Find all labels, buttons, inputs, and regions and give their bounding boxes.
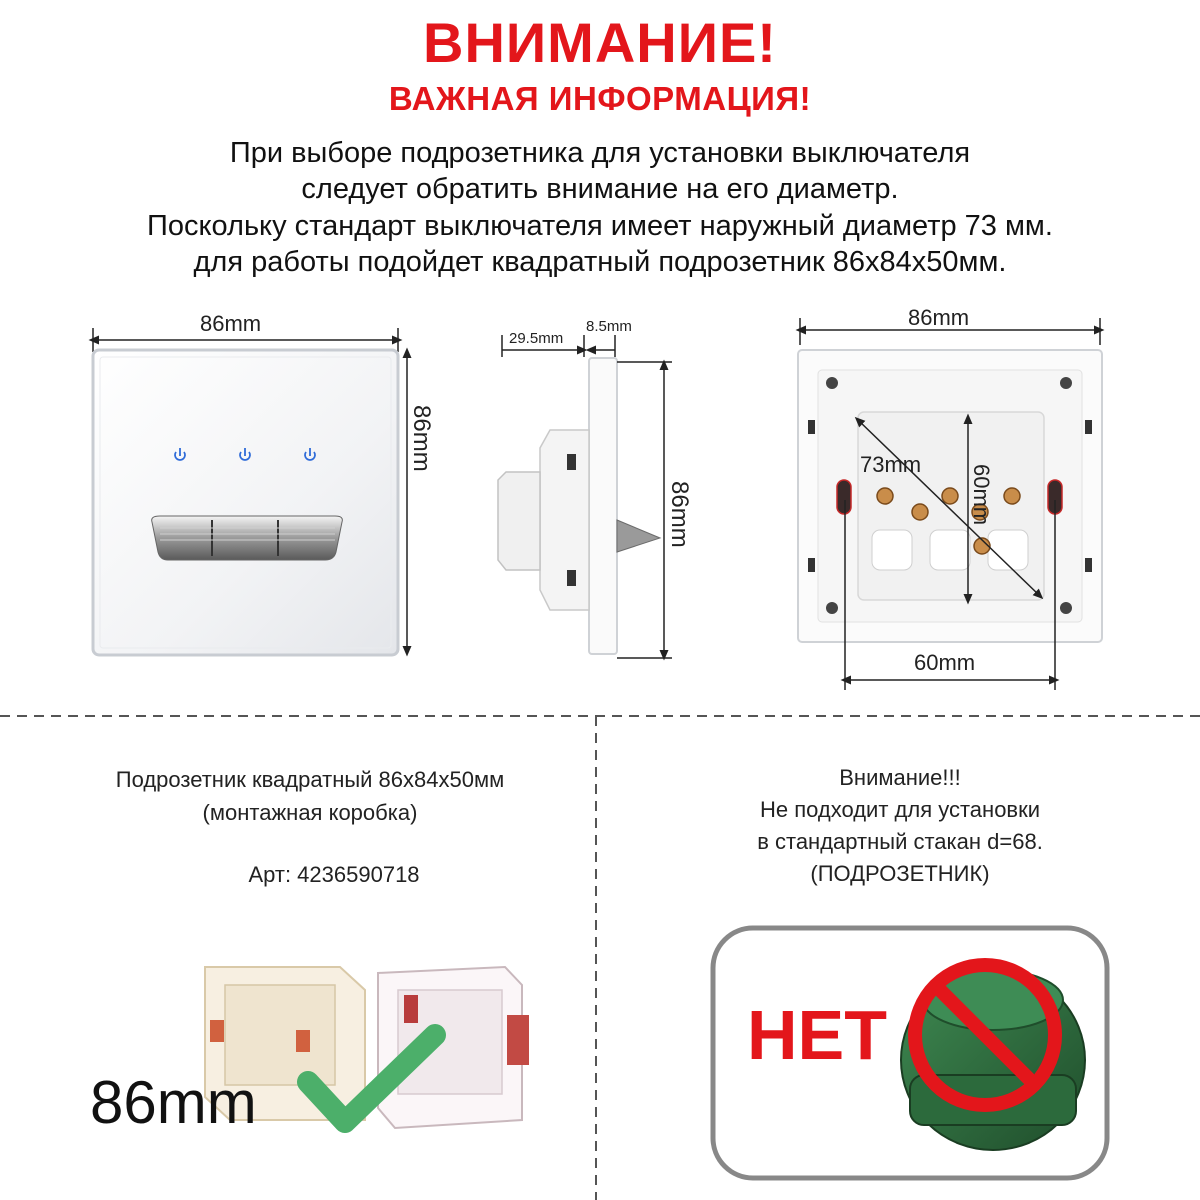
right-caption-line-1: Внимание!!! <box>839 765 961 790</box>
info-line-2: следует обратить внимание на его диаметр. <box>301 173 899 205</box>
back-bottom-label: 60mm <box>914 650 976 675</box>
no-label: НЕТ <box>747 996 887 1074</box>
info-line-3: Поскольку стандарт выключателя имеет наружный диаметр 73 мм. <box>147 210 1053 242</box>
article-number: Арт: 4236590718 <box>248 862 420 887</box>
front-width-label: 86mm <box>200 311 262 336</box>
front-height-label: 86mm <box>408 405 435 472</box>
info-line-1: При выборе подрозетника для установки выключателя <box>229 137 971 169</box>
right-caption-line-2: Не подходит для установки <box>759 797 1041 822</box>
back-width-label: 86mm <box>908 305 970 330</box>
page-subtitle: ВАЖНАЯ ИНФОРМАЦИЯ! <box>388 80 812 117</box>
back-diag-label: 73mm <box>860 452 922 477</box>
box-size-label: 86mm <box>90 1069 257 1136</box>
left-caption-line-1: Подрозетник квадратный 86х84х50мм <box>115 767 505 792</box>
page-title: ВНИМАНИЕ! <box>423 11 777 74</box>
front-view <box>93 328 407 655</box>
side-view <box>498 335 672 658</box>
side-depth-label: 29.5mm <box>509 330 564 347</box>
right-caption-line-4: (ПОДРОЗЕТНИК) <box>810 861 990 886</box>
right-caption-line-3: в стандартный стакан d=68. <box>757 829 1043 854</box>
side-plate-label: 8.5mm <box>586 318 632 335</box>
left-caption-line-2: (монтажная коробка) <box>202 800 418 825</box>
back-inner-label: 60mm <box>969 464 994 526</box>
side-height-label: 86mm <box>666 481 693 548</box>
back-view <box>798 318 1102 690</box>
info-line-4: для работы подойдет квадратный подрозетник 86х84х50мм. <box>193 246 1007 278</box>
